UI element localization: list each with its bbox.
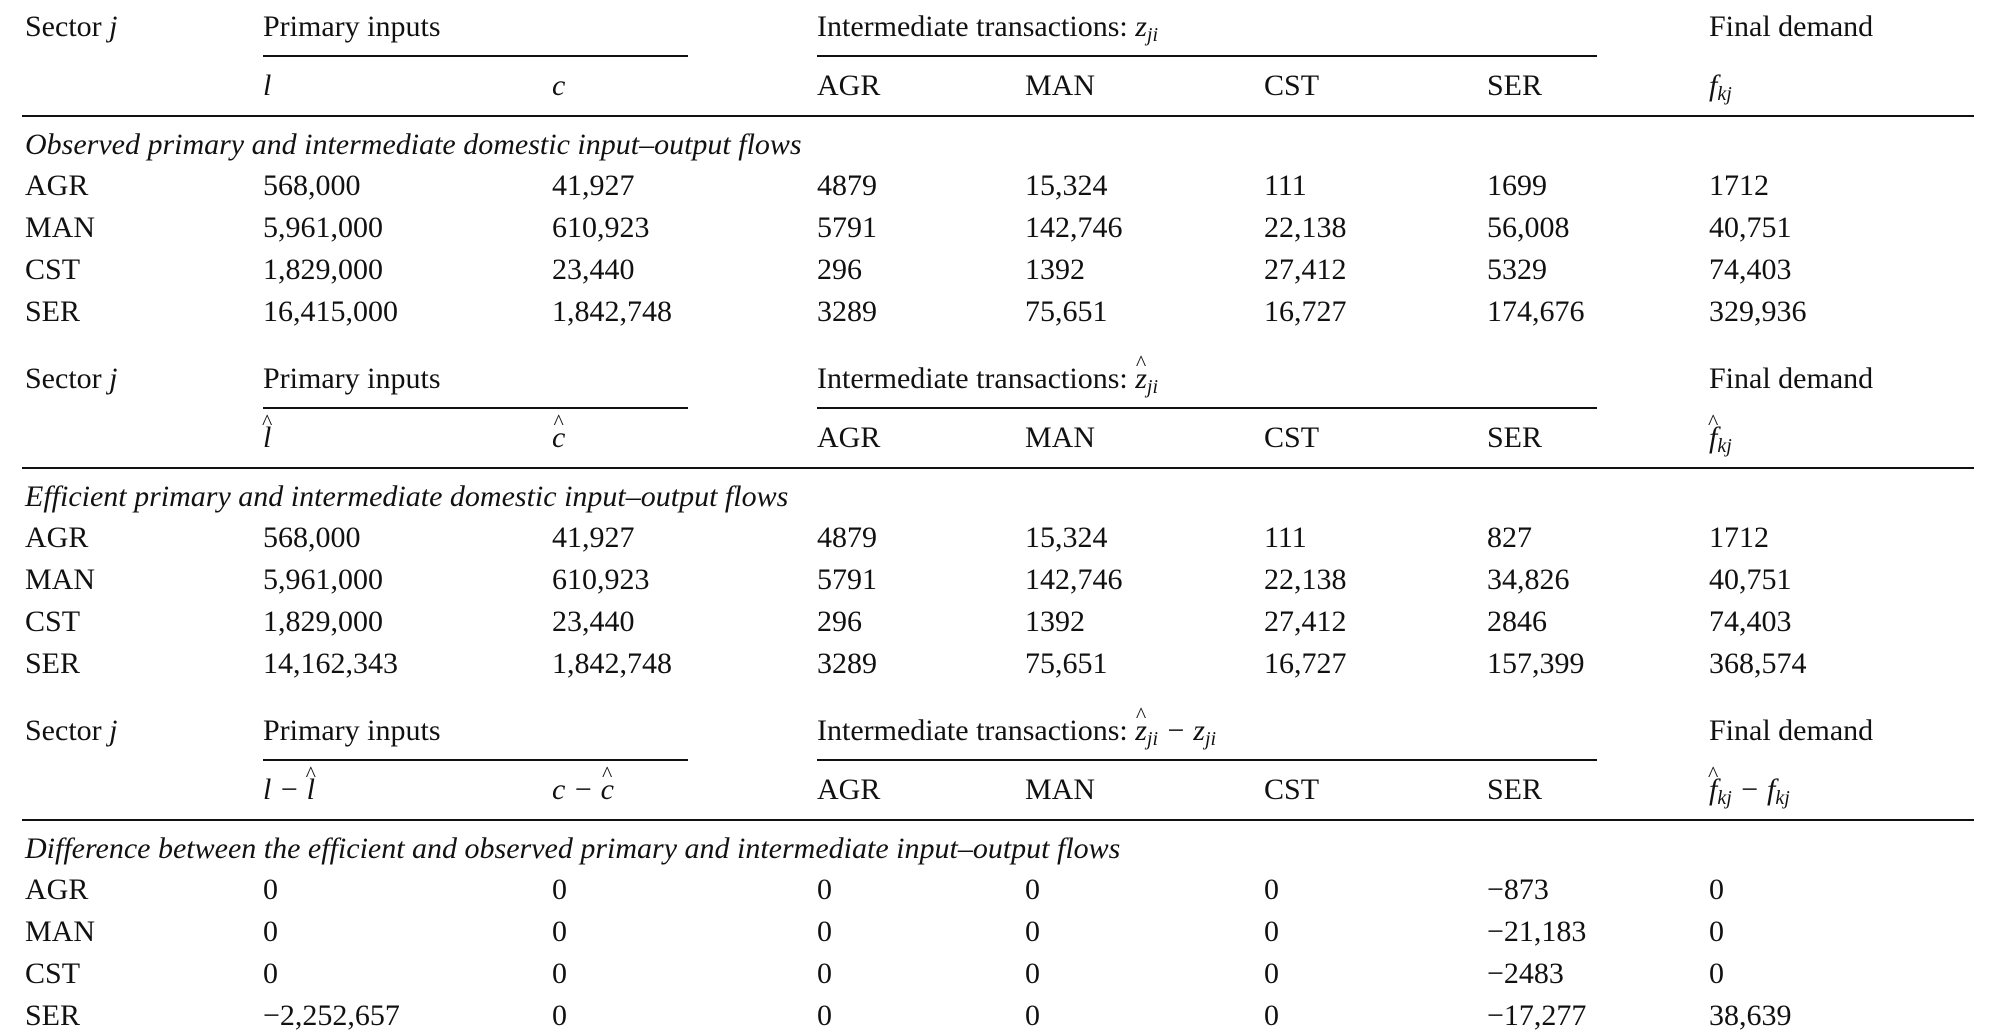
primary-inputs-header: Primary inputs [263, 362, 441, 395]
table-cell: 75,651 [1025, 295, 1108, 328]
table-cell: 40,751 [1709, 211, 1792, 244]
col-cst-header: CST [1264, 421, 1320, 454]
col-c-header: ^ c [552, 421, 565, 455]
intermediate-rule [817, 407, 1597, 409]
table-cell: 5791 [817, 211, 877, 244]
table-cell: 296 [817, 605, 862, 638]
col-agr-header: AGR [817, 421, 881, 454]
table-cell: 1712 [1709, 521, 1769, 554]
table-cell: 27,412 [1264, 605, 1347, 638]
table-cell: 0 [1264, 999, 1279, 1032]
table-cell: 74,403 [1709, 605, 1792, 638]
sector-rule [22, 819, 263, 821]
header-rule [263, 467, 1974, 469]
table-cell: 0 [1264, 873, 1279, 906]
col-agr-header: AGR [817, 69, 881, 102]
primary-inputs-header: Primary inputs [263, 10, 441, 43]
table-cell: 142,746 [1025, 211, 1123, 244]
col-ser-header: SER [1487, 421, 1543, 454]
table-cell: 1392 [1025, 605, 1085, 638]
table-cell: 1,829,000 [263, 253, 383, 286]
table-cell: 0 [552, 957, 567, 990]
table-cell: 5,961,000 [263, 211, 383, 244]
table-cell: 16,727 [1264, 647, 1347, 680]
table-cell: 41,927 [552, 169, 635, 202]
table-cell: 0 [1264, 957, 1279, 990]
table-cell: 22,138 [1264, 211, 1347, 244]
primary-inputs-header: Primary inputs [263, 714, 441, 747]
table-cell: −2,252,657 [263, 999, 400, 1032]
table-cell: 0 [1025, 915, 1040, 948]
col-man-header: MAN [1025, 69, 1096, 102]
sector-header: Sector j [25, 10, 118, 43]
table-cell: 1712 [1709, 169, 1769, 202]
col-f-header: ^ $f_{kj}$ [1709, 421, 1732, 455]
table-cell: 568,000 [263, 521, 361, 554]
table-cell: 0 [552, 915, 567, 948]
row-sector-label: SER [25, 295, 81, 328]
row-sector-label: AGR [25, 873, 89, 906]
table-cell: −2483 [1487, 957, 1564, 990]
col-c-header: c − ^ c [552, 773, 614, 807]
col-cst-header: CST [1264, 773, 1320, 806]
row-sector-label: SER [25, 999, 81, 1032]
table-cell: 14,162,343 [263, 647, 398, 680]
col-f-header: ^ $f_{kj} - f_{kj}$ [1709, 773, 1790, 807]
sector-header: Sector j [25, 362, 118, 395]
table-cell: 0 [263, 915, 278, 948]
table-cell: 5329 [1487, 253, 1547, 286]
row-sector-label: AGR [25, 521, 89, 554]
col-l-header: l − ^ l [263, 773, 315, 807]
col-c-header: c [552, 69, 566, 102]
table-cell: 4879 [817, 521, 877, 554]
intermediate-rule [817, 759, 1597, 761]
table-cell: 27,412 [1264, 253, 1347, 286]
table-cell: 111 [1264, 169, 1307, 202]
table-cell: 40,751 [1709, 563, 1792, 596]
table-cell: 16,727 [1264, 295, 1347, 328]
table-cell: 34,826 [1487, 563, 1570, 596]
table-cell: 0 [817, 957, 832, 990]
table-cell: 368,574 [1709, 647, 1807, 680]
sector-header: Sector j [25, 714, 118, 747]
table-cell: 16,415,000 [263, 295, 398, 328]
table-cell: 1699 [1487, 169, 1547, 202]
table-cell: 5791 [817, 563, 877, 596]
final-demand-header: Final demand [1709, 714, 1874, 747]
table-cell: 1,842,748 [552, 295, 672, 328]
final-demand-header: Final demand [1709, 10, 1874, 43]
table-cell: 0 [1709, 873, 1724, 906]
row-sector-label: CST [25, 605, 81, 638]
table-cell: 75,651 [1025, 647, 1108, 680]
table-cell: 111 [1264, 521, 1307, 554]
row-sector-label: CST [25, 957, 81, 990]
table-cell: 0 [1709, 957, 1724, 990]
sector-rule [22, 467, 263, 469]
col-l-header: l [263, 69, 272, 102]
row-sector-label: SER [25, 647, 81, 680]
table-cell: 0 [552, 999, 567, 1032]
table-cell: 0 [263, 957, 278, 990]
section-title: Observed primary and intermediate domestic input–output flows [25, 128, 802, 161]
table-cell: 0 [1709, 915, 1724, 948]
sector-rule [22, 115, 263, 117]
table-cell: 5,961,000 [263, 563, 383, 596]
table-cell: 142,746 [1025, 563, 1123, 596]
final-demand-header: Final demand [1709, 362, 1874, 395]
table-cell: 0 [1025, 873, 1040, 906]
col-l-header: ^ l [263, 421, 271, 455]
table-cell: 827 [1487, 521, 1532, 554]
table-cell: 296 [817, 253, 862, 286]
table-cell: 22,138 [1264, 563, 1347, 596]
primary-inputs-rule [263, 55, 688, 57]
table-cell: 0 [263, 873, 278, 906]
table-cell: 23,440 [552, 605, 635, 638]
table-cell: 15,324 [1025, 169, 1108, 202]
section-title: Efficient primary and intermediate domestic input–output flows [25, 480, 789, 513]
table-cell: 0 [817, 915, 832, 948]
col-ser-header: SER [1487, 773, 1543, 806]
primary-inputs-rule [263, 407, 688, 409]
intermediate-header: Intermediate transactions: ^ $z_{ji}$ [817, 362, 1158, 396]
header-rule [263, 819, 1974, 821]
table-cell: 1,829,000 [263, 605, 383, 638]
table-cell: 4879 [817, 169, 877, 202]
table-cell: 3289 [817, 647, 877, 680]
section-title: Difference between the efficient and observed primary and intermediate input–output flows [25, 832, 1121, 865]
table-cell: 0 [1025, 957, 1040, 990]
intermediate-rule [817, 55, 1597, 57]
table-cell: −873 [1487, 873, 1549, 906]
row-sector-label: CST [25, 253, 81, 286]
table-cell: 56,008 [1487, 211, 1570, 244]
table-cell: 15,324 [1025, 521, 1108, 554]
col-man-header: MAN [1025, 773, 1096, 806]
table-cell: 174,676 [1487, 295, 1585, 328]
table-cell: 74,403 [1709, 253, 1792, 286]
row-sector-label: MAN [25, 563, 96, 596]
table-cell: 2846 [1487, 605, 1547, 638]
intermediate-header: Intermediate transactions: $z_{ji}$ [817, 10, 1159, 46]
col-cst-header: CST [1264, 69, 1320, 102]
table-cell: 1,842,748 [552, 647, 672, 680]
table-cell: 1392 [1025, 253, 1085, 286]
row-sector-label: MAN [25, 915, 96, 948]
table-cell: 0 [1025, 999, 1040, 1032]
table-cell: −17,277 [1487, 999, 1587, 1032]
col-agr-header: AGR [817, 773, 881, 806]
table-cell: 0 [817, 873, 832, 906]
col-f-header: $f_{kj}$ [1709, 69, 1732, 105]
header-rule [263, 115, 1974, 117]
table-cell: 41,927 [552, 521, 635, 554]
table-cell: 0 [1264, 915, 1279, 948]
intermediate-header: Intermediate transactions: ^ $z_{ji} - z_{ji}$ [817, 714, 1216, 748]
table-cell: 610,923 [552, 563, 650, 596]
table-cell: −21,183 [1487, 915, 1587, 948]
table-cell: 3289 [817, 295, 877, 328]
table-cell: 38,639 [1709, 999, 1792, 1032]
table-cell: 610,923 [552, 211, 650, 244]
table-cell: 0 [552, 873, 567, 906]
table-cell: 568,000 [263, 169, 361, 202]
row-sector-label: AGR [25, 169, 89, 202]
col-ser-header: SER [1487, 69, 1543, 102]
table-cell: 23,440 [552, 253, 635, 286]
row-sector-label: MAN [25, 211, 96, 244]
table-cell: 329,936 [1709, 295, 1807, 328]
primary-inputs-rule [263, 759, 688, 761]
col-man-header: MAN [1025, 421, 1096, 454]
table-cell: 0 [817, 999, 832, 1032]
table-cell: 157,399 [1487, 647, 1585, 680]
